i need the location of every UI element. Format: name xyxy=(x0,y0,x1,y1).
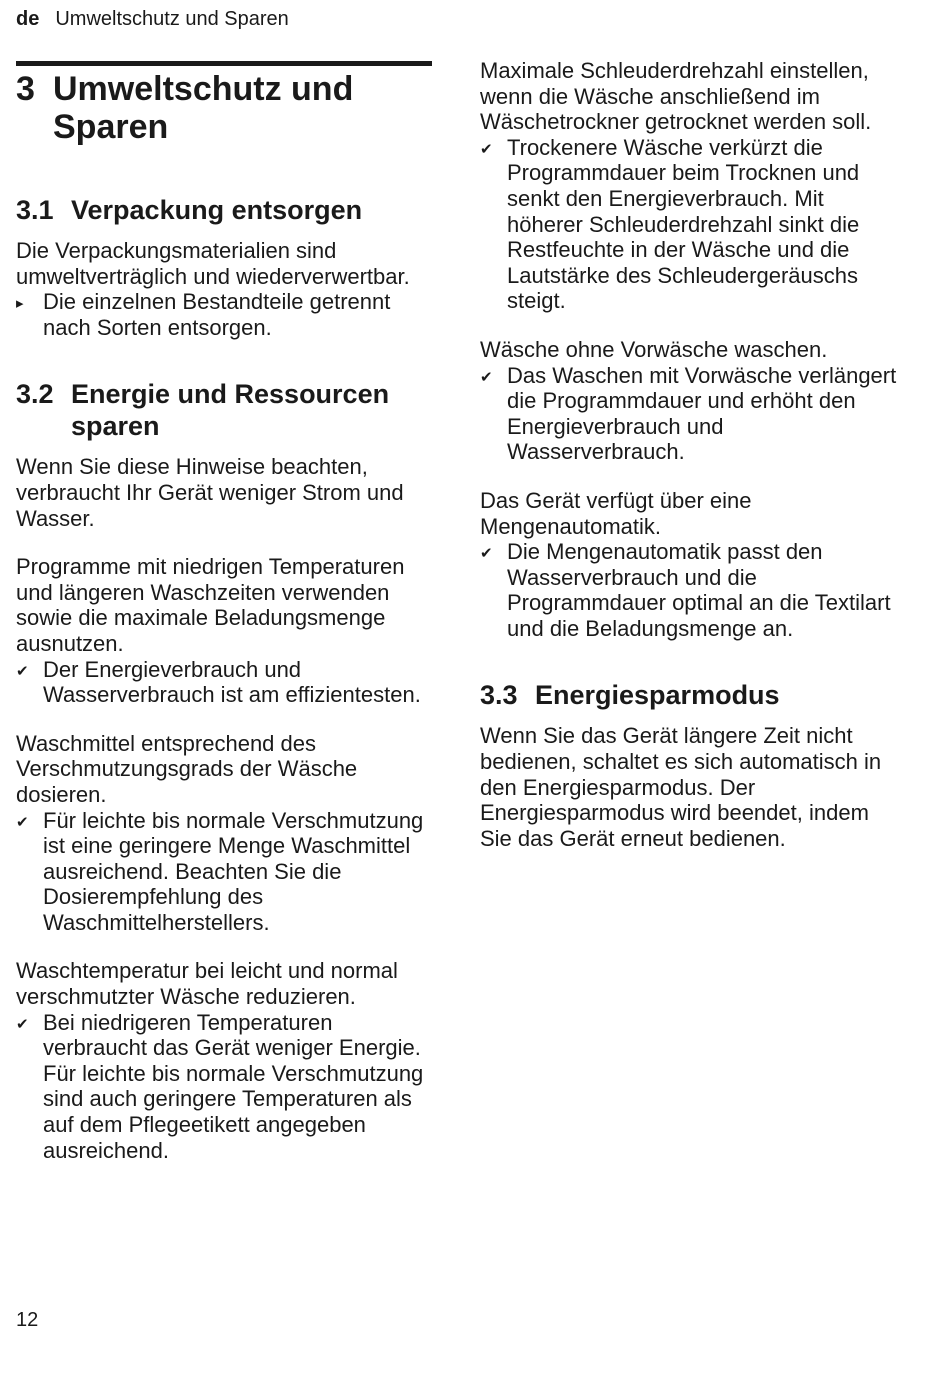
language-code: de xyxy=(16,8,40,30)
running-header-title: Umweltschutz und Sparen xyxy=(55,8,289,30)
result-text: Der Energieverbrauch und Wasserverbrauch ist am effizientesten. xyxy=(43,656,421,708)
result-item xyxy=(480,539,905,641)
running-header xyxy=(16,8,289,31)
result-text: Das Waschen mit Vorwäsche verlängert die Programmdauer und erhöht den Energieverbrauch und Wasserverbrauch. xyxy=(507,362,897,465)
instruction-text: Die einzelnen Bestandteile getrennt nach Sorten entsorgen. xyxy=(43,289,391,340)
triangle-right-icon: ▸ xyxy=(16,295,24,313)
checkmark-icon: ✔ xyxy=(480,368,493,386)
tip-paragraph: Programme mit niedrigen Temperaturen und längeren Waschzeiten verwenden sowie die maximale Beladungsmenge ausnutzen. xyxy=(16,554,405,656)
right-column xyxy=(480,58,905,851)
tip-paragraph: Das Gerät verfügt über eine Mengenautomatik. xyxy=(480,487,752,539)
instruction-item xyxy=(16,289,436,340)
chapter-title xyxy=(16,70,436,146)
paragraph: Wenn Sie das Gerät längere Zeit nicht bedienen, schaltet es sich automatisch in den Energiesparmodus. Der Energiesparmodus wird beendet, indem Sie das Gerät erneut bedienen. xyxy=(480,723,882,851)
tip-paragraph: Waschmittel entsprechend des Verschmutzungsgrads der Wäsche dosieren. xyxy=(16,730,358,807)
result-text: Bei niedrigeren Temperaturen verbraucht das Gerät weniger Energie. Für leichte bis normale Verschmutzung sind auch geringere Temperaturen als auf dem Pflegeetikett angegeben ausreichend. xyxy=(43,1009,424,1163)
result-text: Die Mengenautomatik passt den Wasserverbrauch und die Programmdauer optimal an die Textilart und die Beladungsmenge an. xyxy=(507,539,891,641)
section-heading-3-2 xyxy=(16,378,436,442)
chapter-title-text: Umweltschutz und Sparen xyxy=(53,70,354,146)
checkmark-icon: ✔ xyxy=(16,662,29,680)
tip-paragraph: Maximale Schleuderdrehzahl einstellen, wenn die Wäsche anschließend im Wäschetrockner getrocknet werden soll. xyxy=(480,58,872,135)
result-item xyxy=(480,363,905,465)
result-item xyxy=(16,657,436,708)
section-heading-3-1 xyxy=(16,194,436,226)
tip-paragraph: Waschtemperatur bei leicht und normal verschmutzter Wäsche reduzieren. xyxy=(16,958,398,1010)
paragraph: Wenn Sie diese Hinweise beachten, verbraucht Ihr Gerät weniger Strom und Wasser. xyxy=(16,454,404,531)
page-number: 12 xyxy=(16,1309,39,1331)
checkmark-icon: ✔ xyxy=(16,813,29,831)
chapter-number: 3 xyxy=(16,70,35,108)
result-item xyxy=(480,135,905,314)
section-heading-3-3 xyxy=(480,679,905,711)
section-number: 3.3 xyxy=(480,680,518,711)
result-text: Trockenere Wäsche verkürzt die Programmdauer beim Trocknen und senkt den Energieverbrauch. Mit höherer Schleuderdrehzahl sinkt die Restfeuchte in der Wäsche und die Lautstärke des Schleudergeräuschs steigt. xyxy=(507,134,860,314)
left-column xyxy=(16,70,436,1163)
section-title: Verpackung entsorgen xyxy=(71,195,363,225)
section-title: Energie und Ressourcen sparen xyxy=(71,379,390,442)
result-item xyxy=(16,1010,436,1164)
section-number: 3.2 xyxy=(16,379,54,410)
result-text: Für leichte bis normale Verschmutzung ist eine geringere Menge Waschmittel ausreichend. Beachten Sie die Dosierempfehlung des Waschmittelherstellers. xyxy=(43,807,424,935)
paragraph: Die Verpackungsmaterialien sind umweltverträglich und wiederverwertbar. xyxy=(16,238,410,289)
tip-paragraph: Wäsche ohne Vorwäsche waschen. xyxy=(480,336,828,362)
checkmark-icon: ✔ xyxy=(16,1015,29,1033)
checkmark-icon: ✔ xyxy=(480,545,493,563)
section-title: Energiesparmodus xyxy=(535,680,780,711)
result-item xyxy=(16,808,436,936)
header-rule xyxy=(16,61,432,66)
section-number: 3.1 xyxy=(16,195,54,225)
checkmark-icon: ✔ xyxy=(480,140,493,158)
